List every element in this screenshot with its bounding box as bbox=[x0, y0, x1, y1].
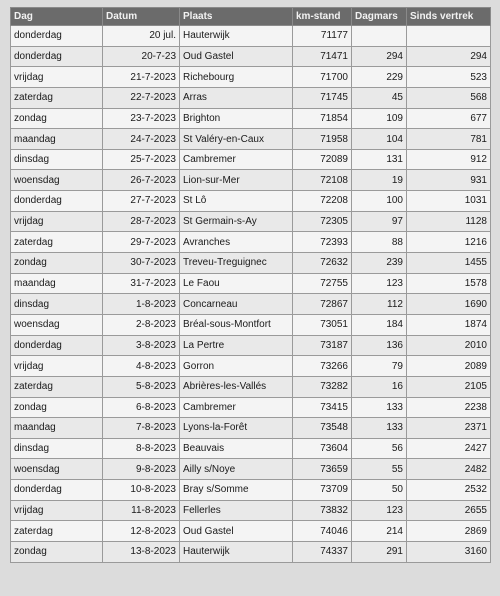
cell-plaats: St Lô bbox=[180, 191, 293, 212]
cell-km-stand: 71854 bbox=[293, 108, 352, 129]
cell-km-stand: 73659 bbox=[293, 459, 352, 480]
cell-dagmars: 294 bbox=[352, 46, 407, 67]
cell-sinds-vertrek: 1578 bbox=[407, 273, 491, 294]
table-row bbox=[11, 376, 491, 397]
table-row bbox=[11, 67, 491, 88]
cell-dag: donderdag bbox=[11, 191, 103, 212]
table-row bbox=[11, 335, 491, 356]
cell-km-stand: 72755 bbox=[293, 273, 352, 294]
cell-sinds-vertrek: 2089 bbox=[407, 356, 491, 377]
cell-km-stand: 73415 bbox=[293, 397, 352, 418]
cell-dagmars: 104 bbox=[352, 129, 407, 150]
cell-plaats: Bréal-sous-Montfort bbox=[180, 314, 293, 335]
cell-dag: maandag bbox=[11, 418, 103, 439]
cell-sinds-vertrek: 2371 bbox=[407, 418, 491, 439]
cell-km-stand: 71177 bbox=[293, 26, 352, 47]
cell-datum: 28-7-2023 bbox=[103, 211, 180, 232]
cell-plaats: Fellerles bbox=[180, 500, 293, 521]
cell-datum: 8-8-2023 bbox=[103, 438, 180, 459]
cell-sinds-vertrek: 568 bbox=[407, 87, 491, 108]
cell-km-stand: 73051 bbox=[293, 314, 352, 335]
cell-dagmars: 88 bbox=[352, 232, 407, 253]
cell-dag: zaterdag bbox=[11, 521, 103, 542]
cell-plaats: Brighton bbox=[180, 108, 293, 129]
table-row bbox=[11, 170, 491, 191]
cell-dag: woensdag bbox=[11, 170, 103, 191]
table-row bbox=[11, 87, 491, 108]
cell-dag: dinsdag bbox=[11, 149, 103, 170]
cell-datum: 12-8-2023 bbox=[103, 521, 180, 542]
cell-datum: 23-7-2023 bbox=[103, 108, 180, 129]
header-km-stand: km-stand bbox=[293, 8, 352, 26]
cell-plaats: St Valéry-en-Caux bbox=[180, 129, 293, 150]
cell-dag: zondag bbox=[11, 253, 103, 274]
cell-km-stand: 73282 bbox=[293, 376, 352, 397]
cell-dagmars: 136 bbox=[352, 335, 407, 356]
table-row bbox=[11, 314, 491, 335]
table-body bbox=[11, 26, 491, 563]
cell-plaats: Lyons-la-Forêt bbox=[180, 418, 293, 439]
cell-dag: dinsdag bbox=[11, 294, 103, 315]
cell-dagmars: 79 bbox=[352, 356, 407, 377]
cell-plaats: Beauvais bbox=[180, 438, 293, 459]
cell-dagmars: 184 bbox=[352, 314, 407, 335]
cell-km-stand: 71471 bbox=[293, 46, 352, 67]
cell-dag: maandag bbox=[11, 273, 103, 294]
cell-sinds-vertrek bbox=[407, 26, 491, 47]
table-row bbox=[11, 397, 491, 418]
cell-datum: 3-8-2023 bbox=[103, 335, 180, 356]
cell-dagmars: 214 bbox=[352, 521, 407, 542]
cell-dagmars: 239 bbox=[352, 253, 407, 274]
cell-plaats: Oud Gastel bbox=[180, 521, 293, 542]
cell-plaats: Concarneau bbox=[180, 294, 293, 315]
table-row bbox=[11, 211, 491, 232]
cell-dagmars: 112 bbox=[352, 294, 407, 315]
cell-dagmars: 50 bbox=[352, 480, 407, 501]
cell-km-stand: 73266 bbox=[293, 356, 352, 377]
cell-sinds-vertrek: 1031 bbox=[407, 191, 491, 212]
cell-sinds-vertrek: 912 bbox=[407, 149, 491, 170]
cell-dag: dinsdag bbox=[11, 438, 103, 459]
cell-km-stand: 72208 bbox=[293, 191, 352, 212]
table-row bbox=[11, 129, 491, 150]
cell-km-stand: 72305 bbox=[293, 211, 352, 232]
cell-dag: zaterdag bbox=[11, 232, 103, 253]
cell-dag: vrijdag bbox=[11, 67, 103, 88]
cell-km-stand: 72867 bbox=[293, 294, 352, 315]
cell-plaats: Richebourg bbox=[180, 67, 293, 88]
cell-dagmars: 56 bbox=[352, 438, 407, 459]
cell-datum: 4-8-2023 bbox=[103, 356, 180, 377]
table-row bbox=[11, 108, 491, 129]
cell-datum: 21-7-2023 bbox=[103, 67, 180, 88]
header-dag: Dag bbox=[11, 8, 103, 26]
cell-dagmars: 16 bbox=[352, 376, 407, 397]
cell-dag: donderdag bbox=[11, 335, 103, 356]
cell-km-stand: 74337 bbox=[293, 542, 352, 563]
header-row bbox=[11, 8, 491, 26]
cell-sinds-vertrek: 1216 bbox=[407, 232, 491, 253]
header-dagmars: Dagmars bbox=[352, 8, 407, 26]
cell-dagmars: 55 bbox=[352, 459, 407, 480]
table-row bbox=[11, 232, 491, 253]
cell-dag: donderdag bbox=[11, 26, 103, 47]
cell-km-stand: 73548 bbox=[293, 418, 352, 439]
cell-sinds-vertrek: 3160 bbox=[407, 542, 491, 563]
table-row bbox=[11, 26, 491, 47]
cell-datum: 10-8-2023 bbox=[103, 480, 180, 501]
cell-plaats: Cambremer bbox=[180, 397, 293, 418]
cell-datum: 29-7-2023 bbox=[103, 232, 180, 253]
cell-sinds-vertrek: 1690 bbox=[407, 294, 491, 315]
cell-dag: zaterdag bbox=[11, 376, 103, 397]
cell-sinds-vertrek: 294 bbox=[407, 46, 491, 67]
cell-datum: 11-8-2023 bbox=[103, 500, 180, 521]
cell-dag: maandag bbox=[11, 129, 103, 150]
cell-plaats: Treveu-Treguignec bbox=[180, 253, 293, 274]
cell-dag: vrijdag bbox=[11, 211, 103, 232]
cell-dagmars: 123 bbox=[352, 500, 407, 521]
cell-sinds-vertrek: 781 bbox=[407, 129, 491, 150]
cell-km-stand: 74046 bbox=[293, 521, 352, 542]
cell-dagmars: 133 bbox=[352, 418, 407, 439]
cell-datum: 7-8-2023 bbox=[103, 418, 180, 439]
cell-sinds-vertrek: 1874 bbox=[407, 314, 491, 335]
cell-dag: zaterdag bbox=[11, 87, 103, 108]
table-row bbox=[11, 459, 491, 480]
cell-km-stand: 73709 bbox=[293, 480, 352, 501]
table-row bbox=[11, 542, 491, 563]
trip-log-table bbox=[10, 7, 491, 563]
table-row bbox=[11, 149, 491, 170]
cell-km-stand: 73187 bbox=[293, 335, 352, 356]
cell-km-stand: 71958 bbox=[293, 129, 352, 150]
cell-dagmars: 100 bbox=[352, 191, 407, 212]
cell-sinds-vertrek: 1128 bbox=[407, 211, 491, 232]
cell-km-stand: 73604 bbox=[293, 438, 352, 459]
header-datum: Datum bbox=[103, 8, 180, 26]
cell-sinds-vertrek: 2532 bbox=[407, 480, 491, 501]
cell-dagmars: 131 bbox=[352, 149, 407, 170]
cell-sinds-vertrek: 2869 bbox=[407, 521, 491, 542]
cell-km-stand: 72089 bbox=[293, 149, 352, 170]
cell-km-stand: 71700 bbox=[293, 67, 352, 88]
table-row bbox=[11, 480, 491, 501]
cell-dag: zondag bbox=[11, 397, 103, 418]
table-row bbox=[11, 521, 491, 542]
cell-km-stand: 73832 bbox=[293, 500, 352, 521]
cell-datum: 30-7-2023 bbox=[103, 253, 180, 274]
cell-sinds-vertrek: 931 bbox=[407, 170, 491, 191]
table-row bbox=[11, 418, 491, 439]
cell-dagmars: 19 bbox=[352, 170, 407, 191]
table-row bbox=[11, 46, 491, 67]
cell-plaats: La Pertre bbox=[180, 335, 293, 356]
cell-plaats: St Germain-s-Ay bbox=[180, 211, 293, 232]
cell-dag: vrijdag bbox=[11, 356, 103, 377]
cell-dagmars: 97 bbox=[352, 211, 407, 232]
cell-sinds-vertrek: 2105 bbox=[407, 376, 491, 397]
cell-datum: 6-8-2023 bbox=[103, 397, 180, 418]
cell-datum: 20 jul. bbox=[103, 26, 180, 47]
cell-sinds-vertrek: 2427 bbox=[407, 438, 491, 459]
table-row bbox=[11, 191, 491, 212]
cell-datum: 13-8-2023 bbox=[103, 542, 180, 563]
cell-dag: zondag bbox=[11, 542, 103, 563]
cell-dag: woensdag bbox=[11, 314, 103, 335]
cell-dag: donderdag bbox=[11, 46, 103, 67]
cell-plaats: Abrières-les-Vallés bbox=[180, 376, 293, 397]
cell-plaats: Hauterwijk bbox=[180, 26, 293, 47]
cell-sinds-vertrek: 677 bbox=[407, 108, 491, 129]
cell-dagmars: 133 bbox=[352, 397, 407, 418]
cell-datum: 5-8-2023 bbox=[103, 376, 180, 397]
cell-plaats: Hauterwijk bbox=[180, 542, 293, 563]
cell-plaats: Gorron bbox=[180, 356, 293, 377]
cell-plaats: Lion-sur-Mer bbox=[180, 170, 293, 191]
cell-sinds-vertrek: 2482 bbox=[407, 459, 491, 480]
cell-datum: 27-7-2023 bbox=[103, 191, 180, 212]
cell-sinds-vertrek: 523 bbox=[407, 67, 491, 88]
table-row bbox=[11, 356, 491, 377]
table-row bbox=[11, 273, 491, 294]
table-row bbox=[11, 253, 491, 274]
cell-dagmars: 109 bbox=[352, 108, 407, 129]
cell-km-stand: 72632 bbox=[293, 253, 352, 274]
cell-dag: zondag bbox=[11, 108, 103, 129]
table-row bbox=[11, 438, 491, 459]
cell-sinds-vertrek: 1455 bbox=[407, 253, 491, 274]
cell-datum: 31-7-2023 bbox=[103, 273, 180, 294]
cell-plaats: Oud Gastel bbox=[180, 46, 293, 67]
cell-datum: 26-7-2023 bbox=[103, 170, 180, 191]
cell-dagmars: 291 bbox=[352, 542, 407, 563]
cell-plaats: Bray s/Somme bbox=[180, 480, 293, 501]
cell-sinds-vertrek: 2655 bbox=[407, 500, 491, 521]
cell-dag: woensdag bbox=[11, 459, 103, 480]
cell-km-stand: 72393 bbox=[293, 232, 352, 253]
header-plaats: Plaats bbox=[180, 8, 293, 26]
cell-plaats: Arras bbox=[180, 87, 293, 108]
header-sinds-vertrek: Sinds vertrek bbox=[407, 8, 491, 26]
cell-plaats: Avranches bbox=[180, 232, 293, 253]
cell-datum: 22-7-2023 bbox=[103, 87, 180, 108]
cell-dag: vrijdag bbox=[11, 500, 103, 521]
cell-km-stand: 72108 bbox=[293, 170, 352, 191]
cell-dagmars: 45 bbox=[352, 87, 407, 108]
cell-dagmars: 229 bbox=[352, 67, 407, 88]
cell-datum: 25-7-2023 bbox=[103, 149, 180, 170]
cell-plaats: Ailly s/Noye bbox=[180, 459, 293, 480]
cell-sinds-vertrek: 2238 bbox=[407, 397, 491, 418]
table-row bbox=[11, 500, 491, 521]
cell-sinds-vertrek: 2010 bbox=[407, 335, 491, 356]
cell-dag: donderdag bbox=[11, 480, 103, 501]
table-row bbox=[11, 294, 491, 315]
cell-datum: 24-7-2023 bbox=[103, 129, 180, 150]
cell-plaats: Cambremer bbox=[180, 149, 293, 170]
cell-datum: 2-8-2023 bbox=[103, 314, 180, 335]
cell-plaats: Le Faou bbox=[180, 273, 293, 294]
cell-dagmars bbox=[352, 26, 407, 47]
cell-km-stand: 71745 bbox=[293, 87, 352, 108]
cell-datum: 9-8-2023 bbox=[103, 459, 180, 480]
cell-datum: 1-8-2023 bbox=[103, 294, 180, 315]
cell-dagmars: 123 bbox=[352, 273, 407, 294]
cell-datum: 20-7-23 bbox=[103, 46, 180, 67]
